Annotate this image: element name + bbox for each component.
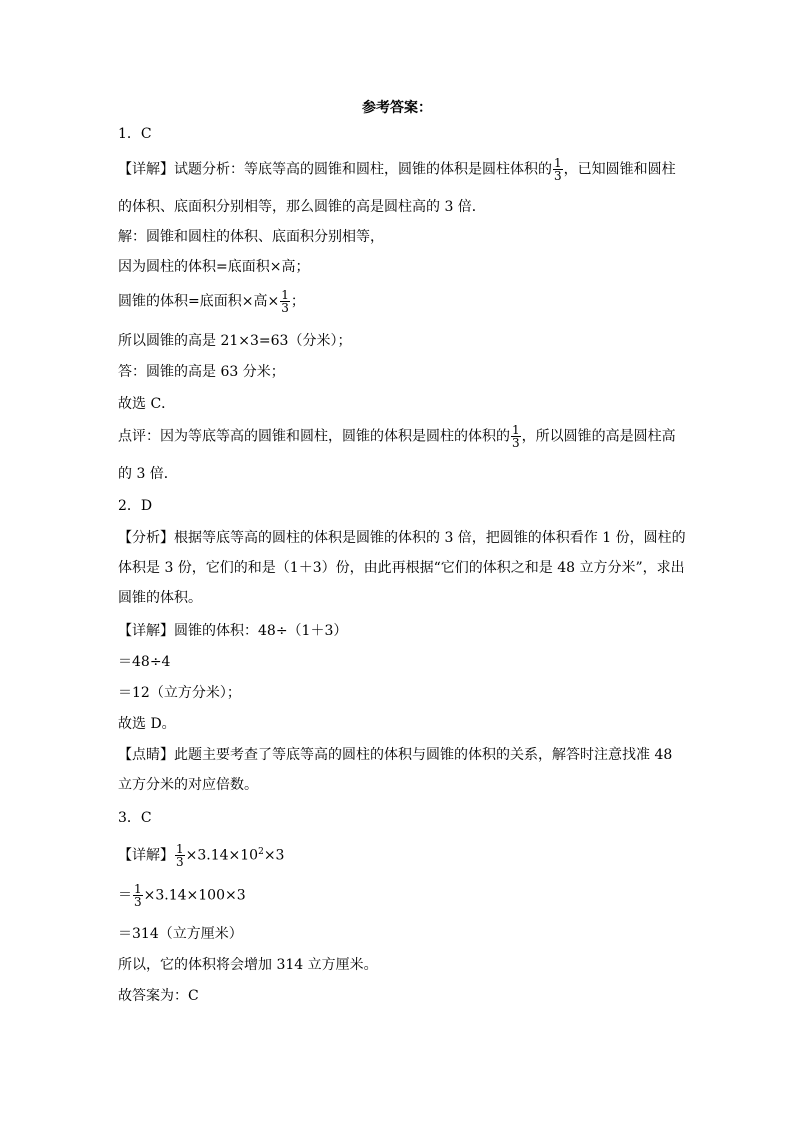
answer-1-number: 1．C <box>118 126 152 142</box>
answer-2-line-4: 【详解】圆锥的体积：48÷（1＋3） <box>118 623 348 639</box>
answer-1-line-3: 解：圆锥和圆柱的体积、底面积分别相等， <box>118 229 384 245</box>
answer-2-line-9: 立方分米的对应倍数。 <box>118 777 258 793</box>
answer-1-line-10: 的 3 倍． <box>118 466 178 482</box>
answer-1-line-1: 【详解】试题分析：等底等高的圆锥和圆柱，圆锥的体积是圆柱体积的 $\frac{1}{3}$ ，已知圆锥和圆柱 <box>118 156 676 183</box>
answer-2-line-3: 圆锥的体积。 <box>118 590 202 606</box>
answer-2-number: 2．D <box>118 498 153 514</box>
answer-2-line-8: 【点睛】此题主要考查了等底等高的圆柱的体积与圆锥的体积的关系，解答时注意找准 48 <box>118 747 673 763</box>
answer-1-line-2: 的体积、底面积分别相等，那么圆锥的高是圆柱高的 3 倍． <box>118 199 486 215</box>
answer-1-line-6: 所以圆锥的高是 21×3=63（分米）； <box>118 333 352 349</box>
fraction-one-third: $\frac{1}{3}$ <box>512 423 520 450</box>
answer-2-line-1: 【分析】根据等底等高的圆柱的体积是圆锥的体积的 3 倍，把圆锥的体积看作 1 份，圆柱的 <box>118 530 686 546</box>
answer-3-line-4: 所以，它的体积将会增加 314 立方厘米。 <box>118 957 378 973</box>
answer-3-line-3: ＝314（立方厘米） <box>118 926 243 942</box>
fraction-one-third: $\frac{1}{3}$ <box>281 288 289 315</box>
fraction-one-third: $\frac{1}{3}$ <box>554 156 562 183</box>
page-title: 参考答案： <box>362 100 432 116</box>
answer-1-line-9: 点评：因为等底等高的圆锥和圆柱，圆锥的体积是圆柱的体积的 $\frac{1}{3}$ ，所以圆锥的高是圆柱高 <box>118 423 676 450</box>
answer-1-line-5: 圆锥的体积=底面积×高× $\frac{1}{3}$ ； <box>118 288 305 315</box>
answer-1-line-4: 因为圆柱的体积=底面积×高； <box>118 259 310 275</box>
answer-3-line-2: ＝ $\frac{1}{3}$ ×3.14×100×3 <box>118 882 246 909</box>
answer-1-line-7: 答：圆锥的高是 63 分米； <box>118 364 285 380</box>
answer-2-line-5: ＝48÷4 <box>118 654 171 670</box>
answer-2-line-6: ＝12（立方分米）； <box>118 685 241 701</box>
answer-1 <box>118 124 678 144</box>
fraction-one-third: $\frac{1}{3}$ <box>176 842 184 869</box>
answer-2-line-7: 故选 D。 <box>118 716 176 732</box>
answer-2-line-2: 体积是 3 份，它们的和是（1＋3）份，由此再根据“它们的体积之和是 48 立方分米”，求出 <box>118 560 685 576</box>
fraction-one-third: $\frac{1}{3}$ <box>134 882 142 909</box>
answer-3-line-5: 故答案为：C <box>118 988 199 1004</box>
answer-3-line-1: 【详解】 $\frac{1}{3}$ $\times 3.14\times 10^2\times 3$ <box>118 842 285 869</box>
answer-1-text: 【详解】试题分析：等底等高的圆锥和圆柱，圆锥的体积是圆柱体积的 <box>118 161 552 178</box>
answer-3-number: 3．C <box>118 810 152 826</box>
answer-1-line-8: 故选 C． <box>118 396 176 412</box>
